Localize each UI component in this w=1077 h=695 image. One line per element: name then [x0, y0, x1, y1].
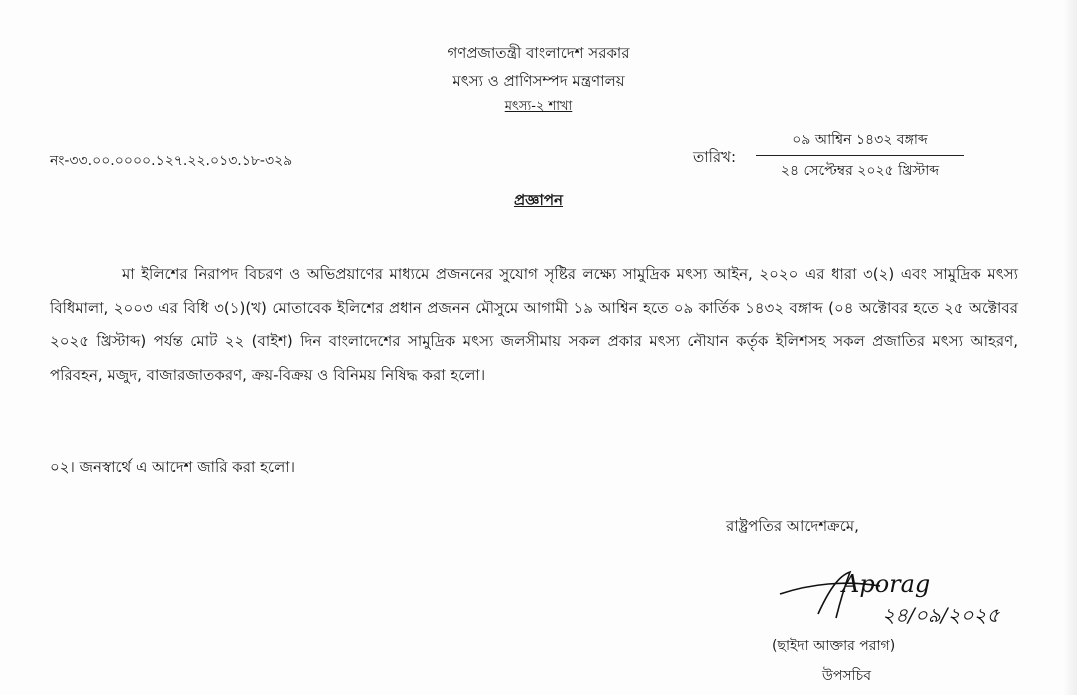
- branch-label: মৎস্য-২ শাখা: [504, 99, 573, 114]
- reference-number: নং-৩৩.০০.০০০০.১২৭.২২.০১৩.১৮-৩২৯: [50, 153, 293, 169]
- signatory-designation: উপসচিব: [822, 668, 872, 684]
- signature-name-script: Aporag: [842, 570, 931, 598]
- government-heading: গণপ্রজাতন্ত্রী বাংলাদেশ সরকার: [447, 44, 630, 62]
- handwritten-signature: [770, 562, 1030, 642]
- page-edge-shadow: [1063, 0, 1077, 695]
- date-label: তারিখ:: [693, 148, 737, 166]
- main-paragraph: মা ইলিশের নিরাপদ বিচরণ ও অভিপ্রয়াণের মাধ্যমে প্রজননের সুযোগ সৃষ্টির লক্ষ্যে সামুদ্রিক মৎস্য আইন, ২০২০ এর ধারা ৩(২) এবং সামুদ্রিক মৎস্য বিধিমালা, ২০০৩ এর বিধি ৩(১)(খ) মোতাবেক ইলিশের প্রধান প্রজনন মৌসুমে আগামী ১৯ আশ্বিন হতে ০৯ কার্তিক ১৪৩২ বঙ্গাব্দ (০৪ অক্টোবর হতে ২৫ অক্টোবর ২০২৫ খ্রিস্টাব্দ) পর্যন্ত মোট ২২ (বাইশ) দিন বাংলাদেশের সামুদ্রিক মৎস্য জলসীমায় সকল প্রকার মৎস্য নৌযান কর্তৃক ইলিশসহ সকল প্রজাতির মৎস্য আহরণ, পরিবহন, মজুদ, বাজারজাতকরণ, ক্রয়-বিক্রয় ও বিনিময় নিষিদ্ধ করা হলো।: [50, 265, 1018, 384]
- date-block: [756, 128, 964, 183]
- date-bangla: ০৯ আশ্বিন ১৪৩২ বঙ্গাব্দ: [756, 128, 964, 156]
- clause-two: ০২। জনস্বার্থে এ আদেশ জারি করা হলো।: [50, 458, 295, 476]
- date-gregorian: ২৪ সেপ্টেম্বর ২০২৫ খ্রিস্টাব্দ: [780, 163, 940, 179]
- signatory-name: (ছাইদা আক্তার পরাগ): [772, 638, 896, 654]
- ministry-heading: মৎস্য ও প্রাণিসম্পদ মন্ত্রণালয়: [452, 72, 625, 90]
- signature-date-script: ২৪/০৯/২০২৫: [882, 603, 1000, 627]
- title-text: প্রজ্ঞাপন: [513, 191, 564, 209]
- by-order-of-president: রাষ্ট্রপতির আদেশক্রমে,: [726, 517, 859, 535]
- document-title: [0, 189, 1077, 214]
- branch-heading: [0, 97, 1077, 118]
